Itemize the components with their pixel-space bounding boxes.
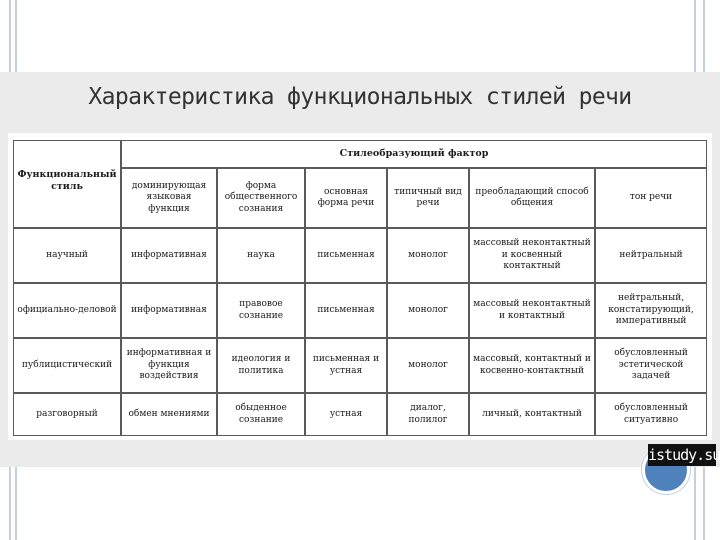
header-cell: преобладающий способ общения bbox=[469, 168, 595, 228]
table-cell: личный, контактный bbox=[469, 393, 595, 436]
table-cell: информативная и функция воздействия bbox=[121, 338, 217, 393]
table-cell: монолог bbox=[387, 283, 469, 338]
table-cell: письменная и устная bbox=[305, 338, 387, 393]
watermark: istudy.su bbox=[648, 446, 720, 464]
table-cell: обыденное сознание bbox=[217, 393, 305, 436]
table-cell: монолог bbox=[387, 338, 469, 393]
table-cell: обусловленный эстетической задачей bbox=[595, 338, 707, 393]
header-cell: форма общественного сознания bbox=[217, 168, 305, 228]
table-cell: письменная bbox=[305, 283, 387, 338]
table-cell: обмен мнениями bbox=[121, 393, 217, 436]
table-cell: наука bbox=[217, 228, 305, 283]
header-cell: типичный вид речи bbox=[387, 168, 469, 228]
table-cell: диалог, полилог bbox=[387, 393, 469, 436]
table-row bbox=[13, 283, 707, 338]
table-cell: массовый, контактный и косвенно-контактный bbox=[469, 338, 595, 393]
table-cell: массовый неконтактный и косвенный контактный bbox=[469, 228, 595, 283]
table-cell: идеология и политика bbox=[217, 338, 305, 393]
table-cell: нейтральный, констатирующий, императивный bbox=[595, 283, 707, 338]
slide-title: Характеристика функциональных стилей речи bbox=[88, 84, 632, 110]
table-cell: публицистический bbox=[13, 338, 121, 393]
table-row bbox=[13, 228, 707, 283]
table-header-row-1 bbox=[13, 140, 707, 168]
table-cell: нейтральный bbox=[595, 228, 707, 283]
header-style-factor: Стилеобразующий фактор bbox=[121, 140, 707, 168]
table-cell: монолог bbox=[387, 228, 469, 283]
header-functional-style: Функциональный стиль bbox=[13, 140, 121, 228]
table-cell: информативная bbox=[121, 228, 217, 283]
header-cell: основная форма речи bbox=[305, 168, 387, 228]
table-cell: массовый неконтактный и контактный bbox=[469, 283, 595, 338]
table-row bbox=[13, 338, 707, 393]
table-row bbox=[13, 393, 707, 436]
header-cell: тон речи bbox=[595, 168, 707, 228]
header-cell: доминирующая языковая функция bbox=[121, 168, 217, 228]
table-cell: официально-деловой bbox=[13, 283, 121, 338]
table-cell: устная bbox=[305, 393, 387, 436]
styles-table bbox=[13, 140, 707, 436]
table-cell: информативная bbox=[121, 283, 217, 338]
table-cell: письменная bbox=[305, 228, 387, 283]
table-container bbox=[8, 133, 712, 440]
table-cell: научный bbox=[13, 228, 121, 283]
table-cell: правовое сознание bbox=[217, 283, 305, 338]
table-cell: разговорный bbox=[13, 393, 121, 436]
table-cell: обусловленный ситуативно bbox=[595, 393, 707, 436]
